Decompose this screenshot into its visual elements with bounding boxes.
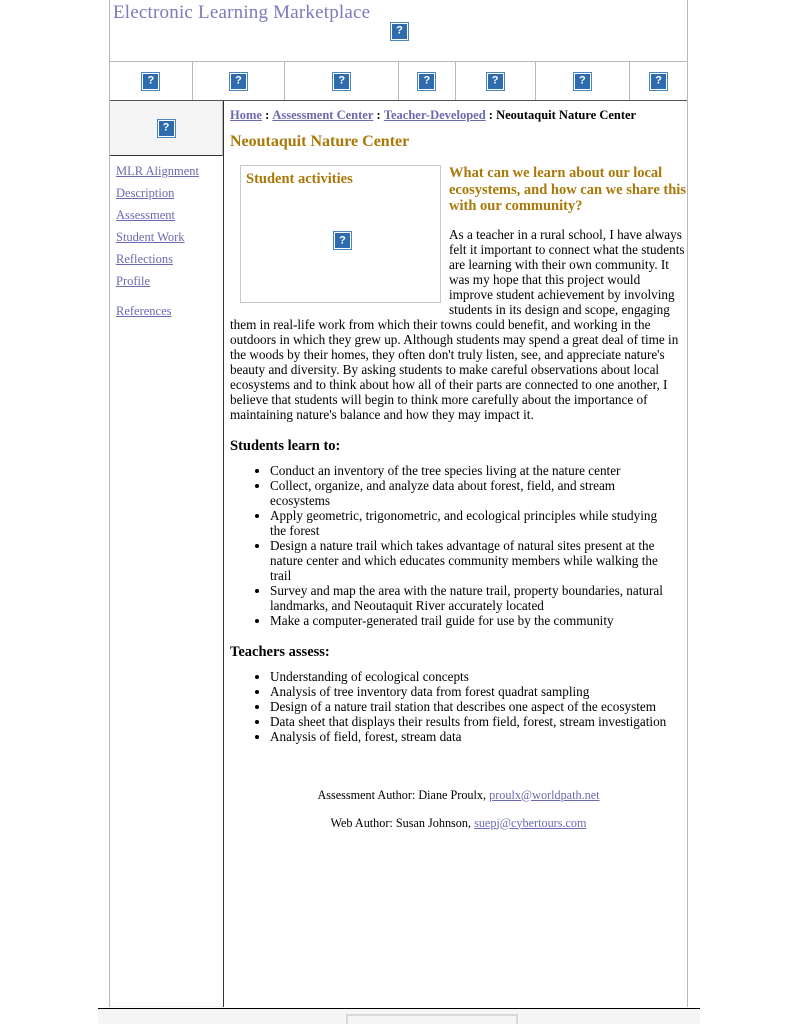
list-item: • Collect, organize, and analyze data about forest, field, and stream ecosystems <box>270 478 687 508</box>
list-item: • Apply geometric, trigonometric, and ecological principles while studying the forest <box>270 508 687 538</box>
credits <box>230 788 687 830</box>
list-item: • Analysis of field, forest, stream data <box>270 729 687 744</box>
student-activities-title: Student activities <box>246 171 353 187</box>
web-author-line <box>230 816 687 830</box>
nav-item-6[interactable] <box>536 62 631 100</box>
sidebar-item-description[interactable]: Description <box>116 186 175 200</box>
sidebar-item-profile[interactable]: Profile <box>116 274 151 288</box>
sidebar-item-references[interactable]: References <box>116 304 172 318</box>
bottom-bar-inner-box <box>346 1014 518 1024</box>
site-title: Electronic Learning Marketplace <box>113 2 371 23</box>
broken-image-icon <box>230 73 247 90</box>
breadcrumb <box>230 108 687 123</box>
student-activities-box <box>240 165 441 303</box>
nav-item-3[interactable] <box>285 62 399 100</box>
site-banner <box>110 0 687 62</box>
nav-item-1[interactable] <box>110 62 193 100</box>
banner-logo <box>391 22 408 40</box>
sidebar <box>110 101 224 1007</box>
sidebar-item-student-work[interactable]: Student Work <box>116 230 185 244</box>
sidebar-logo-cell <box>110 101 223 156</box>
students-learn-heading: Students learn to: <box>230 437 341 454</box>
broken-image-icon <box>391 23 408 40</box>
list-item: • Understanding of ecological concepts <box>270 669 687 684</box>
page-title: Neoutaquit Nature Center <box>230 133 410 150</box>
broken-image-icon <box>334 232 351 249</box>
web-author-label: Web Author: Susan Johnson, <box>330 815 472 830</box>
sidebar-item-mlr-alignment[interactable]: MLR Alignment <box>116 164 199 178</box>
teachers-assess-heading: Teachers assess: <box>230 643 330 660</box>
web-author-email-link[interactable]: suepj@cybertours.com <box>474 815 587 830</box>
broken-image-icon <box>142 73 159 90</box>
broken-image-icon <box>158 120 175 137</box>
breadcrumb-current: Neoutaquit Nature Center <box>496 108 637 122</box>
assessment-author-line <box>230 788 687 802</box>
list-item: • Conduct an inventory of the tree species living at the nature center <box>270 463 687 478</box>
teachers-assess-list <box>230 669 687 744</box>
body-row <box>110 101 687 1007</box>
breadcrumb-separator-3: : <box>488 108 493 122</box>
breadcrumb-link-teacher-developed[interactable]: Teacher-Developed <box>383 108 486 122</box>
breadcrumb-link-assessment-center[interactable]: Assessment Center <box>272 108 374 122</box>
assessment-author-email-link[interactable]: proulx@worldpath.net <box>489 787 600 802</box>
sidebar-nav <box>110 156 223 1006</box>
list-item: • Analysis of tree inventory data from forest quadrat sampling <box>270 684 687 699</box>
site-frame <box>109 0 688 1007</box>
list-item: • Survey and map the area with the nature trail, property boundaries, natural landmarks, and Neoutaquit River accurately located <box>270 583 687 613</box>
broken-image-icon <box>418 73 435 90</box>
nav-item-7[interactable] <box>630 62 687 100</box>
breadcrumb-link-home[interactable]: Home <box>230 108 262 122</box>
sidebar-item-assessment[interactable]: Assessment <box>116 208 176 222</box>
sidebar-item-reflections[interactable]: Reflections <box>116 252 173 266</box>
list-item: • Data sheet that displays their results from field, forest, stream investigation <box>270 714 687 729</box>
nav-item-2[interactable] <box>193 62 286 100</box>
breadcrumb-separator-1: : <box>265 108 270 122</box>
broken-image-icon <box>333 73 350 90</box>
bottom-bar <box>98 1008 700 1024</box>
list-item: • Make a computer-generated trail guide for use by the community <box>270 613 687 628</box>
essential-question: What can we learn about our local ecosystems, and how can we share this with our community? <box>449 165 686 214</box>
students-learn-list <box>230 463 687 628</box>
nav-item-4[interactable] <box>399 62 456 100</box>
broken-image-icon <box>574 73 591 90</box>
top-navigation <box>110 62 687 101</box>
assessment-author-label: Assessment Author: Diane Proulx, <box>317 787 487 802</box>
broken-image-icon <box>487 73 504 90</box>
main-content <box>224 101 687 1007</box>
list-item: • Design a nature trail which takes advantage of natural sites present at the nature center and which educates community members while walking the trail <box>270 538 687 583</box>
intro-paragraph: As a teacher in a rural school, I have always felt it important to connect what the students are learning with their own community. It was my hope that this project would improve student achievement by involving students in its design and scope, engaging them in real-life work from which their towns could benefit, and working in the outdoors in which they grew up. Although students may spend a great deal of time in the woods by their homes, they often don't truly listen, see, and appreciate nature's beauty and diversity. By asking students to make careful observations about local ecosystems and to think about how all of their parts are connected to one another, I believe that students will begin to think more carefully about the importance of maintaining nature's balance and how they may impact it. <box>230 226 685 422</box>
nav-item-5[interactable] <box>456 62 536 100</box>
list-item: • Design of a nature trail station that describes one aspect of the ecosystem <box>270 699 687 714</box>
broken-image-icon <box>650 73 667 90</box>
breadcrumb-separator-2: : <box>376 108 381 122</box>
